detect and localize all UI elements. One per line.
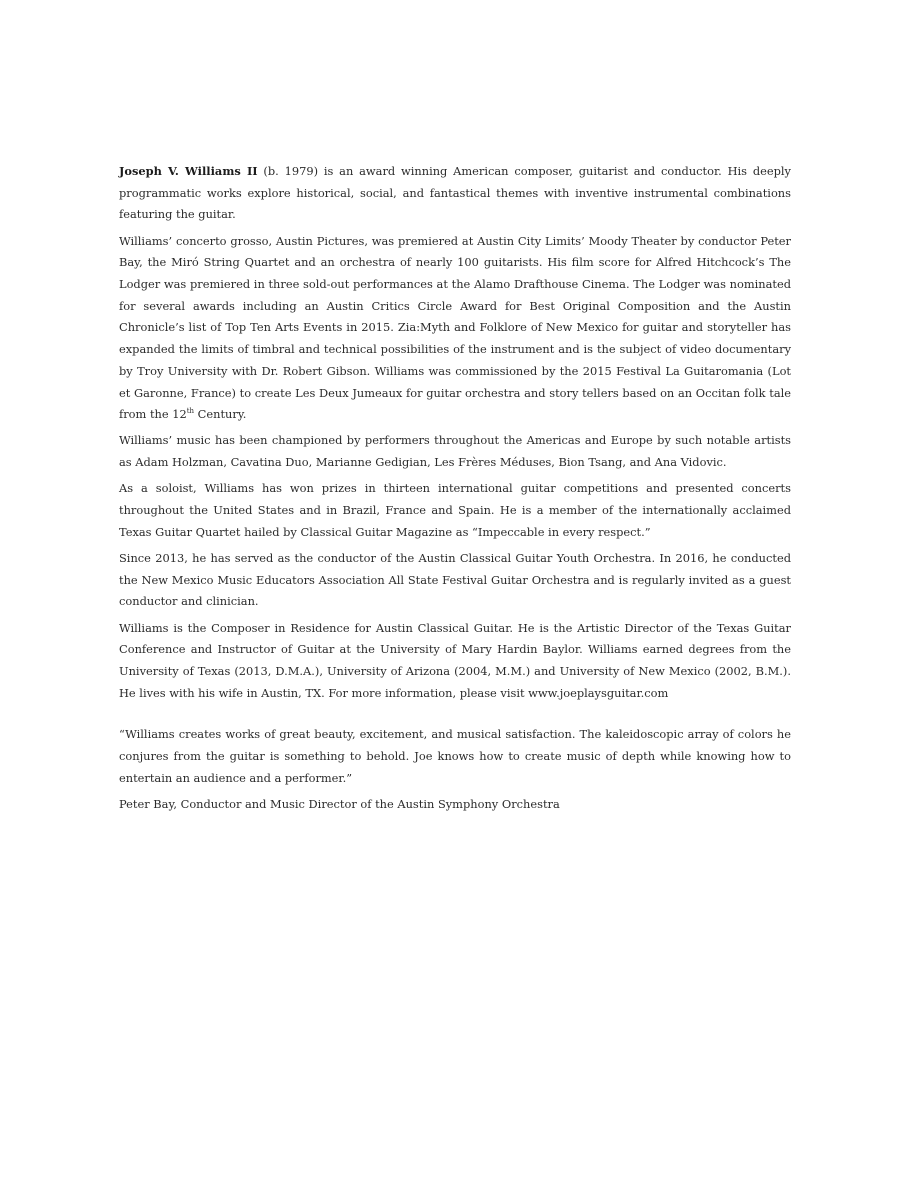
- biography-page: [119, 161, 791, 820]
- works-text-end: Century.: [194, 407, 247, 422]
- testimonial-quote: “Williams creates works of great beauty, excitement, and musical satisfaction. The kaleidoscopic array of colors he conjures from the guitar is something to behold. Joe knows how to create music of depth while knowing how to entertain an audience and a performer.”: [119, 727, 791, 785]
- bio-paragraph-intro: [119, 161, 791, 226]
- testimonial-attribution: Peter Bay, Conductor and Music Director of the Austin Symphony Orchestra: [119, 796, 560, 811]
- ordinal-superscript: th: [186, 407, 195, 416]
- intro-text: (b. 1979) is an award winning American composer, guitarist and conductor. His deeply programmatic works explore historical, social, and fantastical themes with inventive instrumental combinations featuring the guitar.: [119, 164, 791, 222]
- composer-name: Joseph V. Williams II: [119, 164, 258, 178]
- bio-paragraph-soloist: As a soloist, Williams has won prizes in thirteen international guitar competitions and presented concerts throughout the United States and in Brazil, France and Spain. He is a member of the internationally acclaimed Texas Guitar Quartet hailed by Classical Guitar Magazine as “Impeccable in every respect.”: [119, 481, 791, 539]
- bio-paragraph-residence: Williams is the Composer in Residence for Austin Classical Guitar. He is the Artistic Director of the Texas Guitar Conference and Instructor of Guitar at the University of Mary Hardin Baylor. Williams earned degrees from the University of Texas (2013, D.M.A.), University of Arizona (2004, M.M.) and University of New Mexico (2002, B.M.). He lives with his wife in Austin, TX. For more information, please visit www.joeplaysguitar.com: [119, 620, 791, 700]
- works-text: Williams’ concerto grosso, Austin Pictures, was premiered at Austin City Limits’ Moody Theater by conductor Peter Bay, the Miró String Quartet and an orchestra of nearly 100 guitarists. His film score for Alfred Hitchcock’s The Lodger was premiered in three sold-out performances at the Alamo Drafthouse Cinema. The Lodger was nominated for several awards including an Austin Critics Circle Award for Best Original Composition and the Austin Chronicle’s list of Top Ten Arts Events in 2015. Zia:Myth and Folklore of New Mexico for guitar and storyteller has expanded the limits of timbral and technical possibilities of the instrument and is the subject of video documentary by Troy University with Dr. Robert Gibson. Williams was commissioned by the 2015 Festival La Guitaromania (Lot et Garonne, France) to create Les Deux Jumeaux for guitar orchestra and story tellers based on an Occitan folk tale from the 12: [119, 233, 791, 422]
- bio-paragraph-conductor: Since 2013, he has served as the conductor of the Austin Classical Guitar Youth Orchestra. In 2016, he conducted the New Mexico Music Educators Association All State Festival Guitar Orchestra and is regularly invited as a guest conductor and clinician.: [119, 550, 791, 609]
- bio-paragraph-works: [119, 231, 791, 426]
- bio-paragraph-performers: Williams’ music has been championed by performers throughout the Americas and Europe by such notable artists as Adam Holzman, Cavatina Duo, Marianne Gedigian, Les Frères Méduses, Bion Tsang, and Ana Vidovic.: [119, 433, 791, 470]
